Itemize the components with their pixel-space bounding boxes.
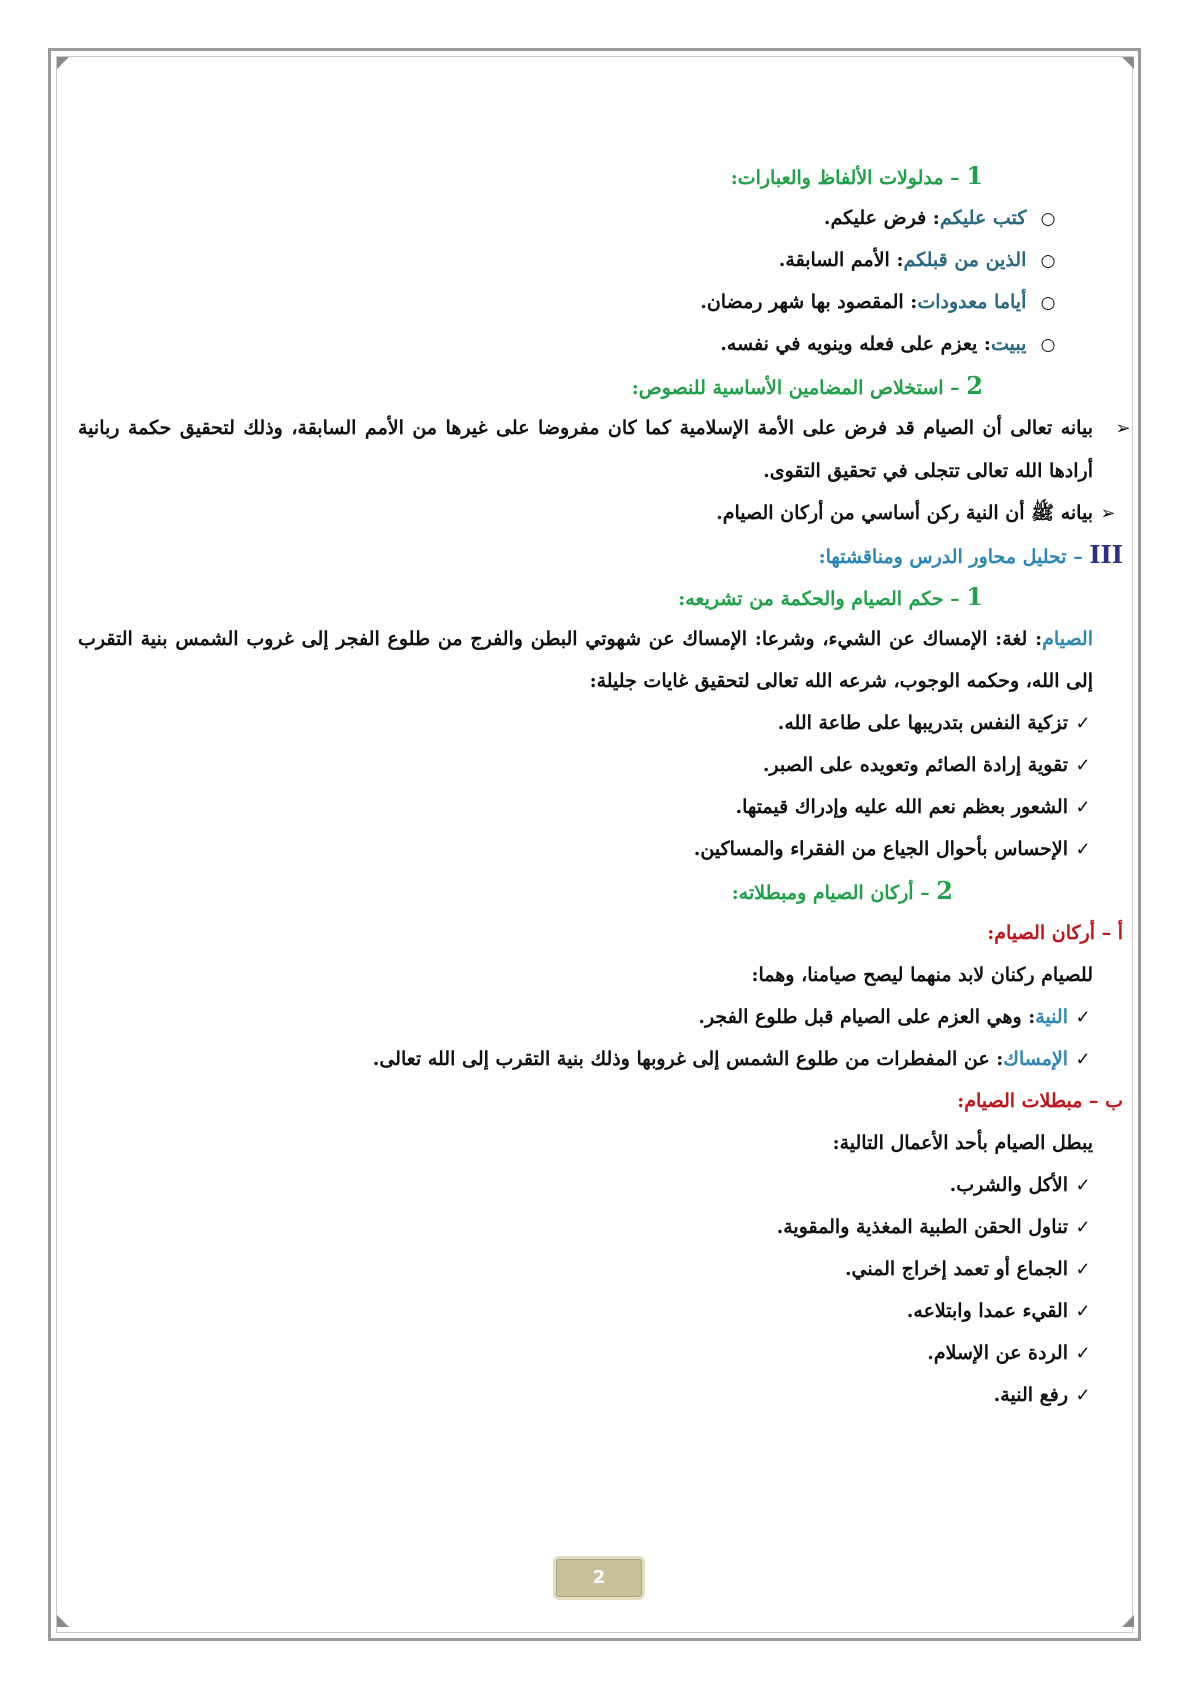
check-icon: ✓ (1075, 1049, 1091, 1070)
vocab-item: ○ الذين من قبلكم: الأمم السابقة. (78, 239, 1123, 281)
arrow-bullet-icon: ➢ (1115, 418, 1131, 439)
invalidator-item: ✓تناول الحقن الطبية المغذية والمقوية. (78, 1206, 1123, 1248)
corner-ornament-icon (57, 57, 69, 69)
page-number: 2 (556, 1559, 642, 1597)
check-icon: ✓ (1075, 839, 1091, 860)
vocab-item: ○ يبيت: يعزم على فعله وينويه في نفسه. (78, 323, 1123, 365)
corner-ornament-icon (1122, 1615, 1134, 1627)
theme-item: ➢بيانه ﷺ أن النية ركن أساسي من أركان الصيام. (78, 492, 1123, 534)
pillars-heading: أ – أركان الصيام: (987, 922, 1123, 944)
check-icon: ✓ (1075, 797, 1091, 818)
pillar-item: ✓الإمساك: عن المفطرات من طلوع الشمس إلى غروبها وذلك بنية التقرب إلى الله تعالى. (78, 1038, 1123, 1080)
circle-bullet-icon: ○ (1040, 335, 1056, 355)
section-heading-analysis: III – تحليل محاور الدرس ومناقشتها: (818, 540, 1123, 569)
pillar-item: ✓النية: وهي العزم على الصيام قبل طلوع الفجر. (78, 996, 1123, 1038)
wisdom-item: ✓تقوية إرادة الصائم وتعويده على الصبر. (78, 744, 1123, 786)
check-icon: ✓ (1075, 1175, 1091, 1196)
circle-bullet-icon: ○ (1040, 251, 1056, 271)
invalidator-item: ✓رفع النية. (78, 1374, 1123, 1416)
check-icon: ✓ (1075, 1007, 1091, 1028)
section-heading-vocab: 1 – مدلولات الألفاظ والعبارات: (730, 161, 983, 190)
check-icon: ✓ (1075, 755, 1091, 776)
fasting-definition: الصيام: لغة: الإمساك عن الشيء، وشرعا: الإمساك عن شهوتي البطن والفرج من طلوع الفجر إلى غروب الشمس بنية التقرب إلى الله، وحكمه الوجوب، شرعه الله تعالى لتحقيق غايات جليلة: (78, 628, 1093, 692)
subsection-heading-pillars: 2 – أركان الصيام ومبطلاته: (731, 876, 953, 905)
corner-ornament-icon (57, 1615, 69, 1627)
subsection-heading-ruling: 1 – حكم الصيام والحكمة من تشريعه: (678, 582, 983, 611)
section-heading-themes: 2 – استخلاص المضامين الأساسية للنصوص: (631, 371, 983, 400)
invalidators-intro: يبطل الصيام بأحد الأعمال التالية: (832, 1132, 1093, 1154)
wisdom-item: ✓تزكية النفس بتدريبها على طاعة الله. (78, 702, 1123, 744)
check-icon: ✓ (1075, 1301, 1091, 1322)
check-icon: ✓ (1075, 713, 1091, 734)
check-icon: ✓ (1075, 1217, 1091, 1238)
invalidator-item: ✓الردة عن الإسلام. (78, 1332, 1123, 1374)
check-icon: ✓ (1075, 1343, 1091, 1364)
circle-bullet-icon: ○ (1040, 293, 1056, 313)
vocab-item: ○ أياما معدودات: المقصود بها شهر رمضان. (78, 281, 1123, 323)
invalidators-heading: ب – مبطلات الصيام: (957, 1090, 1123, 1112)
wisdom-item: ✓الشعور بعظم نعم الله عليه وإدراك قيمتها. (78, 786, 1123, 828)
check-icon: ✓ (1075, 1385, 1091, 1406)
corner-ornament-icon (1122, 57, 1134, 69)
theme-item: ➢بيانه تعالى أن الصيام قد فرض على الأمة الإسلامية كما كان مفروضا على غيرها من الأمم السابقة، وذلك لتحقيق حكمة ربانية أرادها الله تعالى تتجلى في تحقيق التقوى. (78, 407, 1123, 492)
circle-bullet-icon: ○ (1040, 209, 1056, 229)
check-icon: ✓ (1075, 1259, 1091, 1280)
invalidator-item: ✓الجماع أو تعمد إخراج المني. (78, 1248, 1123, 1290)
arrow-bullet-icon: ➢ (1100, 503, 1116, 524)
vocab-item: ○ كتب عليكم: فرض عليكم. (78, 197, 1123, 239)
wisdom-item: ✓الإحساس بأحوال الجياع من الفقراء والمساكين. (78, 828, 1123, 870)
document-body (78, 155, 1131, 1416)
invalidator-item: ✓القيء عمدا وابتلاعه. (78, 1290, 1123, 1332)
pillars-intro: للصيام ركنان لابد منهما ليصح صيامنا، وهما: (751, 964, 1093, 986)
invalidator-item: ✓الأكل والشرب. (78, 1164, 1123, 1206)
